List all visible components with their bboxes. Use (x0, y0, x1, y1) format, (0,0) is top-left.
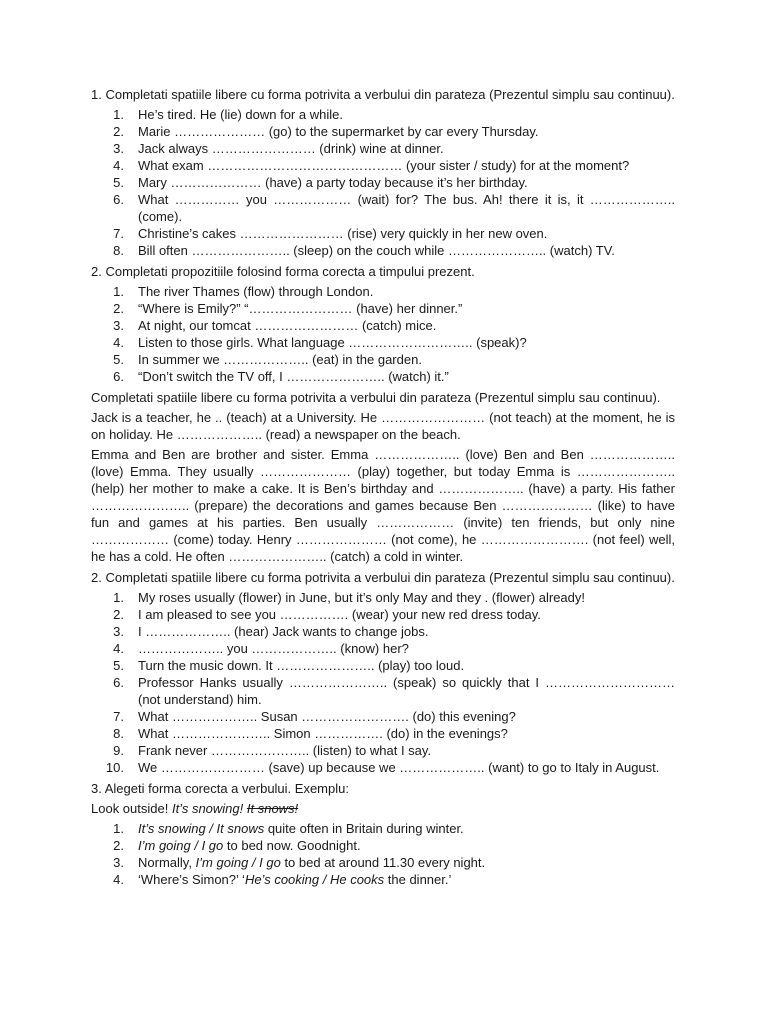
section3-paragraph-jack: Jack is a teacher, he .. (teach) at a University. He …………………… (not teach) at the moment, he is on holiday. He ……………….. (read) a newspaper on the beach. (91, 410, 675, 442)
list-item: 7. What ……………….. Susan ……………………. (do) this evening? (113, 709, 516, 724)
list-item: 6. “Don’t switch the TV off, I ………………….. (watch) it.” (113, 369, 449, 384)
section5-heading: 3. Alegeti forma corecta a verbului. Exemplu: (91, 781, 349, 796)
section4-list (91, 589, 675, 776)
list-item: 7. Christine’s cakes …………………… (rise) very quickly in her new oven. (113, 226, 548, 241)
list-item: 2. “Where is Emily?” “…………………… (have) her dinner.” (113, 301, 463, 316)
list-item: 6. What …………… you ……………… (wait) for? The bus. Ah! there it is, it ……………….. (come). (113, 192, 675, 224)
list-item: 1. He’s tired. He (lie) down for a while. (113, 107, 343, 122)
list-item: 8. Bill often ………………….. (sleep) on the couch while ………………….. (watch) TV. (113, 243, 615, 258)
document-content (91, 86, 675, 892)
section5-example (91, 800, 675, 817)
list-item: 4. What exam ……………………………………… (your sister / study) for at the moment? (113, 158, 630, 173)
list-item: 3. At night, our tomcat …………………… (catch) mice. (113, 318, 437, 333)
list-item: 5. Turn the music down. It ………………….. (play) too loud. (113, 658, 465, 673)
list-item: 9. Frank never ………………….. (listen) to what I say. (113, 743, 432, 758)
list-item: 10. We …………………… (save) up because we ……………….. (want) to go to Italy in August. (105, 760, 660, 775)
list-item: 1. It’s snowing / It snows quite often in Britain during winter. (113, 821, 464, 836)
section4-heading: 2. Completati spatiile libere cu forma potrivita a verbului din parateza (Prezentul simplu sau continuu). (91, 570, 675, 585)
list-item: 2. I am pleased to see you ……………. (wear) your new red dress today. (113, 607, 541, 622)
section1-heading: 1. Completati spatiile libere cu forma potrivita a verbului din parateza (Prezentul simplu sau continuu). (91, 87, 675, 102)
list-item: 1. My roses usually (flower) in June, but it’s only May and they . (flower) already! (113, 590, 585, 605)
section5-list (91, 820, 675, 888)
list-item: 2. Marie ………………… (go) to the supermarket by car every Thursday. (113, 124, 539, 139)
section1-list (91, 106, 675, 259)
section3-paragraph-emma: Emma and Ben are brother and sister. Emma ……………….. (love) Ben and Ben ……………….. (love) Emma. They usually ………………… (play) together, but today Emma is ………………….. (help) her mother to make a cake. It is Ben’s birthday and ……………….. (have) a party. His father ………………….. (prepare) the decorations and games because Ben ………………… (like) to have fun and games at his parties. Ben usually ……………… (invite) ten friends, but only nine ……………… (come) today. Henry ………………… (not come), he ……………………. (not feel) well, he has a cold. He often ………………….. (catch) a cold in winter. (91, 447, 675, 564)
list-item: 6. Professor Hanks usually ………………….. (speak) so quickly that I ………………………… (not understand) him. (113, 675, 675, 707)
example-prefix: Look outside! (91, 801, 172, 816)
list-item: 4. ……………….. you ……………….. (know) her? (113, 641, 409, 656)
example-wrong: It snows! (246, 801, 299, 816)
list-item: 3. Jack always …………………… (drink) wine at dinner. (113, 141, 444, 156)
list-item: 1. The river Thames (flow) through London. (113, 284, 374, 299)
section3-heading: Completati spatiile libere cu forma potrivita a verbului din parateza (Prezentul simplu sau continuu). (91, 390, 661, 405)
section2-list (91, 283, 675, 385)
section2-heading: 2. Completati propozitiile folosind forma corecta a timpului prezent. (91, 264, 475, 279)
list-item: 8. What ………………….. Simon ……………. (do) in the evenings? (113, 726, 508, 741)
list-item: 3. Normally, I’m going / I go to bed at around 11.30 every night. (113, 855, 486, 870)
list-item: 3. I ……………….. (hear) Jack wants to change jobs. (113, 624, 429, 639)
list-item: 5. In summer we ……………….. (eat) in the garden. (113, 352, 422, 367)
list-item: 4. Listen to those girls. What language ……………………….. (speak)? (113, 335, 527, 350)
list-item: 2. I’m going / I go to bed now. Goodnight. (113, 838, 361, 853)
example-correct: It’s snowing! (171, 801, 244, 816)
list-item: 4. ‘Where’s Simon?’ ‘He’s cooking / He cooks the dinner.’ (113, 872, 452, 887)
list-item: 5. Mary ………………… (have) a party today because it’s her birthday. (113, 175, 528, 190)
